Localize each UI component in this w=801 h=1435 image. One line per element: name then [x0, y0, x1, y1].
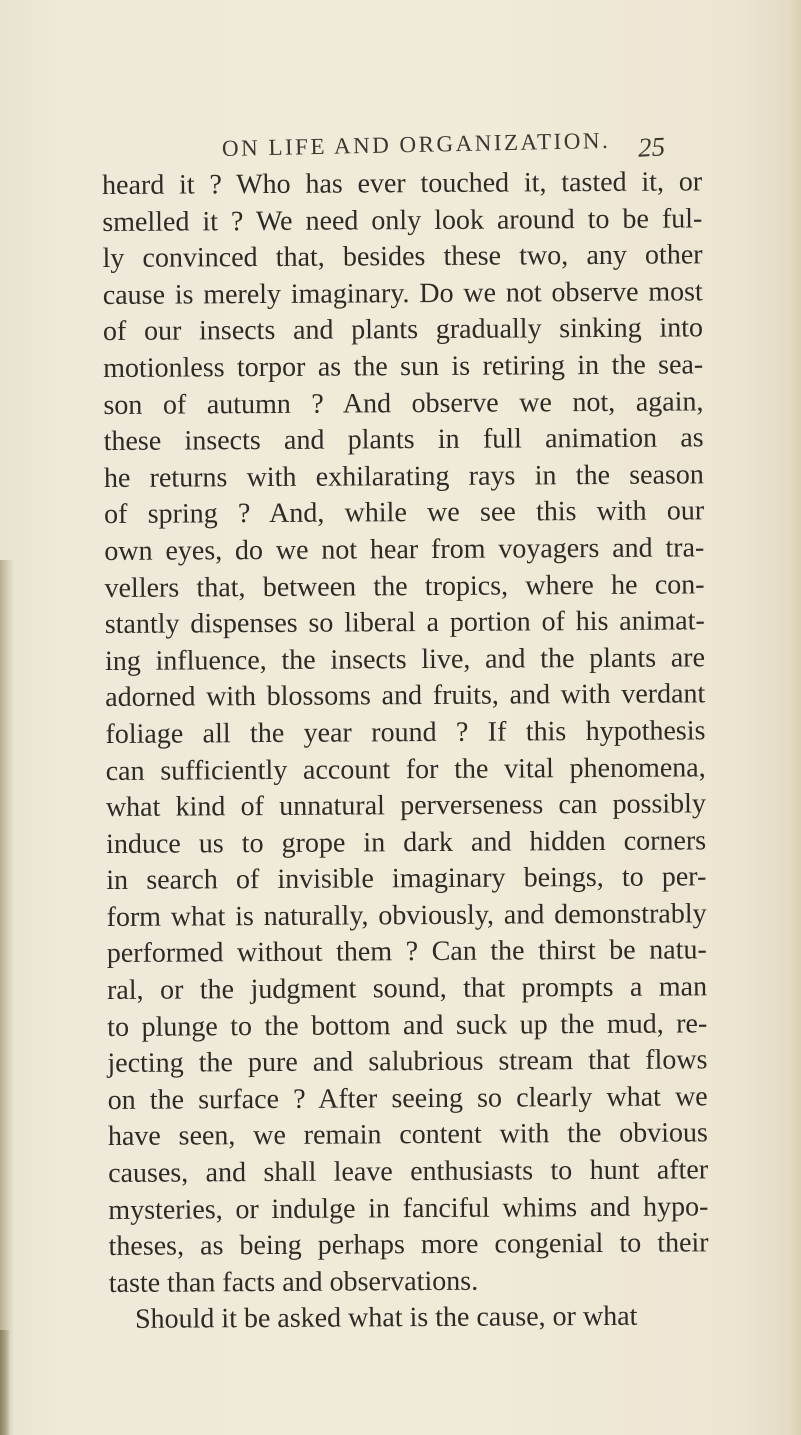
page-number: 25 [637, 131, 666, 163]
text-line: induce us to grope in dark and hidden corners [106, 825, 707, 860]
text-line: stantly dispenses so liberal a portion of his animat- [104, 605, 705, 641]
text-line: these insects and plants in full animation as [103, 422, 704, 458]
gutter-shadow [0, 560, 14, 1435]
text-line: vellers that, between the tropics, where he con- [104, 568, 705, 604]
text-line: of our insects and plants gradually sinking into [102, 312, 704, 348]
text-line: ral, or the judgment sound, that prompts a man [106, 971, 708, 1007]
text-line: have seen, we remain content with the obvious [107, 1117, 709, 1153]
body-text [102, 164, 709, 1339]
text-line: of spring ? And, while we see this with our [104, 495, 705, 531]
running-head: ON LIFE AND ORGANIZATION. [221, 127, 611, 161]
text-line: foliage all the year round ? If this hypothesis [105, 715, 706, 750]
text-line: can sufficiently account for the vital phenomena, [105, 751, 706, 787]
text-line: causes, and shall leave enthusiasts to hunt after [108, 1154, 709, 1190]
text-line: heard it ? Who has ever touched it, tasted it, or [102, 166, 703, 201]
page-edge [789, 0, 801, 1435]
text-line: son of autumn ? And observe we not, again, [103, 385, 704, 421]
text-line: mysteries, or indulge in fanciful whims and hypo- [108, 1190, 709, 1226]
text-line: form what is naturally, obviously, and demonstrably [106, 898, 707, 933]
text-line: what kind of unnatural perverseness can possibly [105, 788, 706, 824]
text-line: to plunge to the bottom and suck up the mud, re- [107, 1007, 708, 1043]
text-line: motionless torpor as the sun is retiring in the sea- [103, 349, 704, 384]
text-line: adorned with blossoms and fruits, and with verdant [105, 678, 706, 714]
text-line: he returns with exhilarating rays in the season [103, 459, 704, 494]
text-line: on the surface ? After seeing so clearly what we [107, 1081, 708, 1116]
text-line: jecting the pure and salubrious stream that flows [107, 1044, 708, 1080]
text-line: theses, as being perhaps more congenial to their [108, 1227, 709, 1263]
text-line: ing influence, the insects live, and the plants are [104, 642, 706, 677]
text-line: smelled it ? We need only look around to be ful- [102, 202, 703, 238]
text-line: ly convinced that, besides these two, any other [102, 239, 703, 275]
gutter-shadow-bottom [0, 1330, 10, 1435]
text-line: Should it be asked what is the cause, or what [134, 1301, 638, 1336]
text-line: own eyes, do we not hear from voyagers and tra- [104, 532, 705, 567]
text-line: cause is merely imaginary. Do we not observe most [102, 276, 703, 311]
text-line: in search of invisible imaginary beings, to per- [106, 861, 707, 897]
text-line: performed without them ? Can the thirst be natu- [106, 934, 707, 970]
text-line: taste than facts and observations. [108, 1265, 479, 1299]
